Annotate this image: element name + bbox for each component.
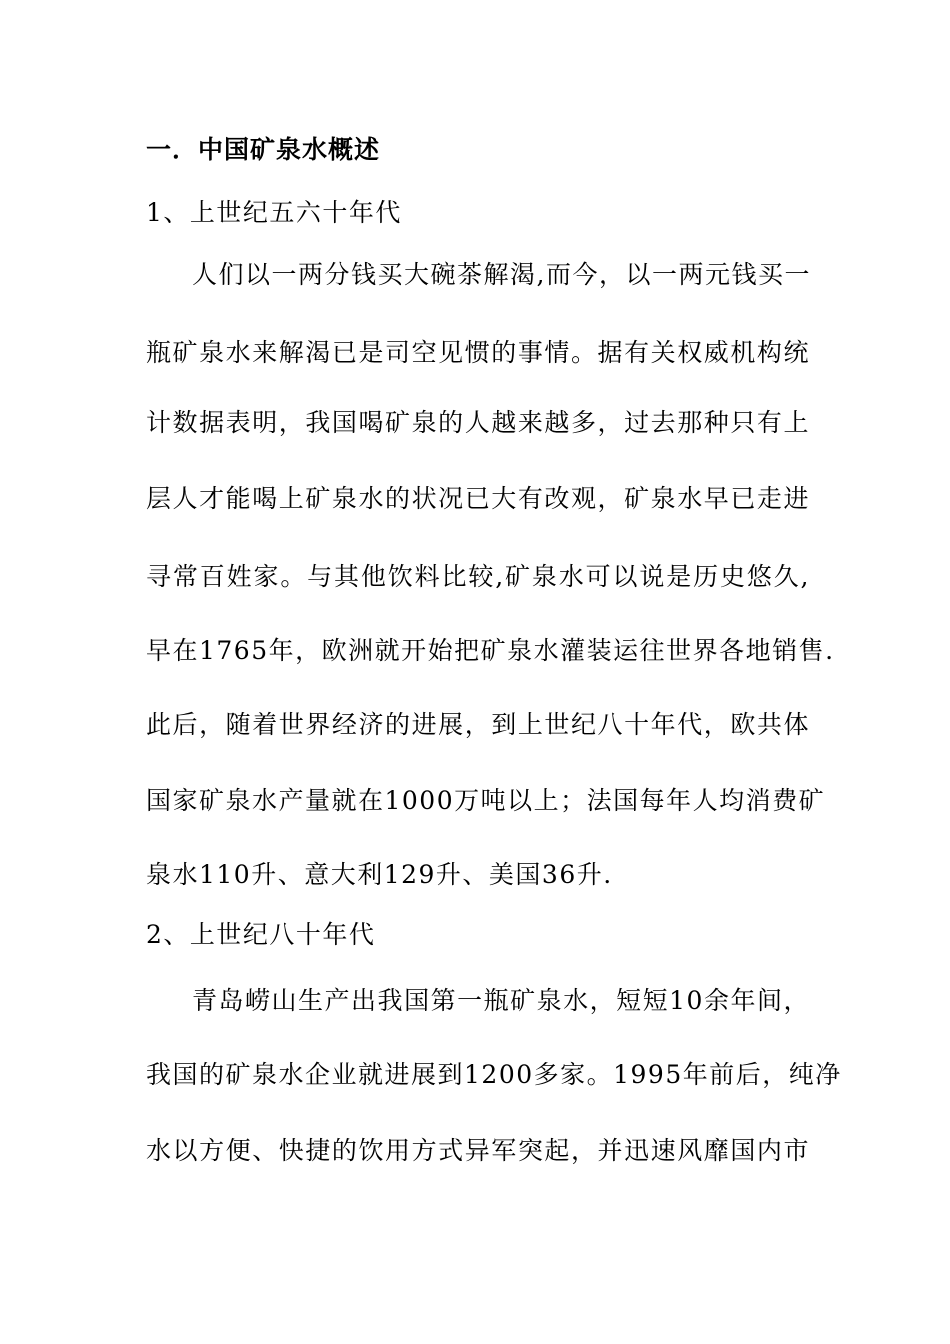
paragraph-line: 层人才能喝上矿泉水的状况已大有改观，矿泉水早已走进	[146, 484, 810, 513]
paragraph-line: 我国的矿泉水企业就进展到1200多家。1995年前后，纯净	[146, 1060, 842, 1089]
paragraph-line: 瓶矿泉水来解渴已是司空见惯的事情。据有关权威机构统	[146, 338, 810, 367]
paragraph-line: 早在1765年，欧洲就开始把矿泉水灌装运往世界各地销售.	[146, 636, 835, 665]
paragraph-line: 水以方便、快捷的饮用方式异军突起，并迅速风靡国内市	[146, 1136, 810, 1165]
paragraph-line: 青岛崂山生产出我国第一瓶矿泉水，短短10余年间，	[192, 986, 810, 1015]
subsection-title: 2、上世纪八十年代	[146, 920, 376, 949]
paragraph-line: 泉水110升、意大利129升、美国36升.	[146, 860, 613, 889]
section-heading: 一．中国矿泉水概述	[146, 135, 381, 164]
paragraph-line: 此后，随着世界经济的进展，到上世纪八十年代，欧共体	[146, 710, 810, 739]
paragraph-line: 计数据表明，我国喝矿泉的人越来越多，过去那种只有上	[146, 408, 810, 437]
paragraph-line: 寻常百姓家。与其他饮料比较,矿泉水可以说是历史悠久,	[146, 562, 810, 591]
paragraph-line: 国家矿泉水产量就在1000万吨以上；法国每年人均消费矿	[146, 786, 826, 815]
subsection-title: 1、上世纪五六十年代	[146, 198, 402, 227]
paragraph-line: 人们以一两分钱买大碗茶解渴,而今，以一两元钱买一	[192, 260, 811, 289]
